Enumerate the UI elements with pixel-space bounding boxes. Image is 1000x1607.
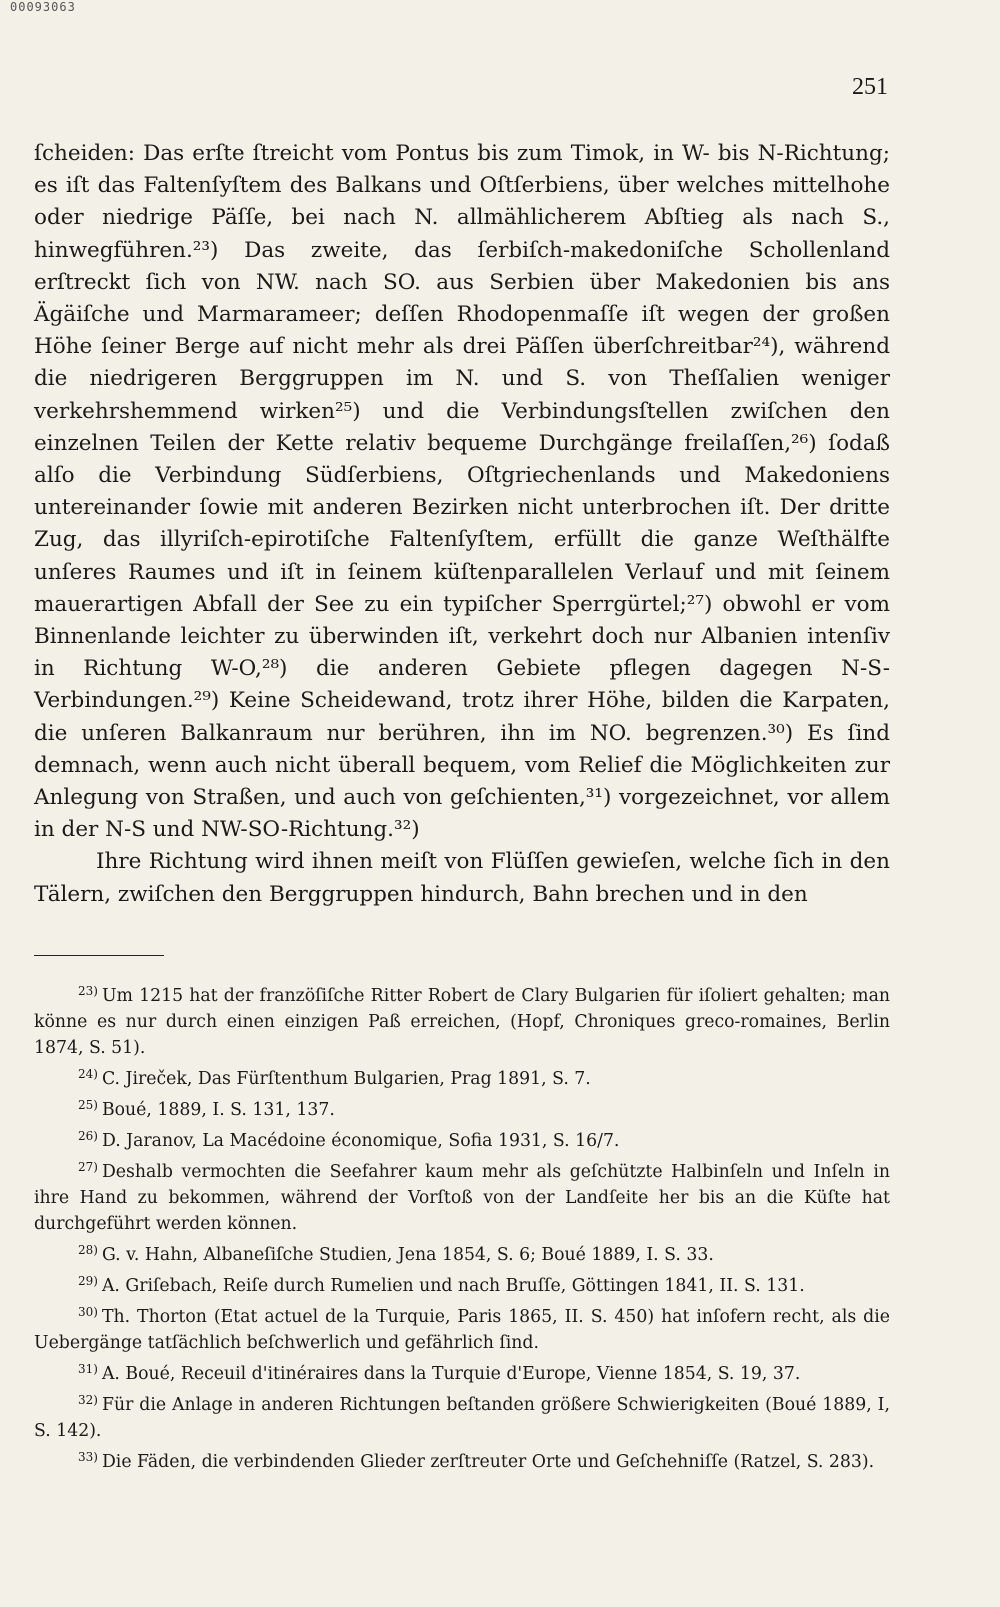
footnote-text: G. v. Hahn, Albaneſiſche Studien, Jena 1854, S. 6; Boué 1889, I. S. 33. bbox=[101, 1245, 714, 1265]
footnote-mark: 33) bbox=[78, 1450, 98, 1464]
footnote-30 bbox=[34, 1299, 890, 1356]
footnote-text: A. Boué, Receuil d'itinéraires dans la Turquie d'Europe, Vienne 1854, S. 19, 37. bbox=[101, 1364, 801, 1384]
footnote-text: Um 1215 hat der franzöſiſche Ritter Robert de Clary Bulgarien für iſoliert gehalten; man könne es nur durch einen einzigen Paß erreichen, (Hopf, Chroniques greco-romaines, Berlin 1874, S. 51). bbox=[34, 986, 890, 1058]
footnote-text: C. Jireček, Das Fürſtenthum Bulgarien, Prag 1891, S. 7. bbox=[101, 1069, 591, 1089]
footnote-25 bbox=[34, 1092, 890, 1123]
footnote-text: Deshalb vermochten die Seefahrer kaum mehr als geſchützte Halbinſeln und Inſeln in ihre Hand zu bekommen, während der Vorſtoß von der Landſeite her bis an die Küſte hat durchgeführt werden können. bbox=[34, 1162, 890, 1234]
body-paragraph-2: Ihre Richtung wird ihnen meiſt von Flüſſen gewieſen, welche ſich in den Tälern, zwiſchen den Berggruppen hindurch, Bahn brechen und in den bbox=[34, 849, 890, 907]
footnotes bbox=[34, 978, 890, 1475]
footnote-32 bbox=[34, 1387, 890, 1444]
footnote-text: Boué, 1889, I. S. 131, 137. bbox=[101, 1100, 335, 1120]
footnote-29 bbox=[34, 1268, 890, 1299]
footnote-text: Th. Thorton (Etat actuel de la Turquie, Paris 1865, II. S. 450) hat inſofern recht, als die Uebergänge tatſächlich beſchwerlich und gefährlich ſind. bbox=[34, 1307, 890, 1353]
footnote-mark: 30) bbox=[78, 1305, 98, 1319]
body-paragraph-1: ſcheiden: Das erſte ſtreicht vom Pontus bis zum Timok, in W- bis N-Richtung; es iſt das Faltenſyſtem des Balkans und Oſtſerbiens, über welches mittelhohe oder niedrige Päſſe, bei nach N. allmählicherem Abſtieg als nach S., hinwegführen.²³) Das zweite, das ſerbiſch-makedoniſche Schollenland erſtreckt ſich von NW. nach SO. aus Serbien über Makedonien bis ans Ägäiſche und Marmarameer; deſſen Rhodopenmaſſe iſt wegen der großen Höhe ſeiner Berge auf nicht mehr als drei Päſſen überſchreitbar²⁴), während die niedrigeren Berggruppen im N. und S. von Theſſalien weniger verkehrshemmend wirken²⁵) und die Verbindungsſtellen zwiſchen den einzelnen Teilen der Kette relativ bequeme Durchgänge freilaſſen,²⁶) ſodaß alſo die Verbindung Südſerbiens, Oſtgriechenlands und Makedoniens untereinander ſowie mit anderen Bezirken nicht unterbrochen iſt. Der dritte Zug, das illyriſch-epirotiſche Faltenſyſtem, erfüllt die ganze Weſthälfte unſeres Raumes und iſt in ſeinem küſtenparallelen Verlauf und mit ſeinem mauerartigen Abfall der See zu ein typiſcher Sperrgürtel;²⁷) obwohl er vom Binnenlande leichter zu überwinden iſt, verkehrt doch nur Albanien intenſiv in Richtung W-O,²⁸) die anderen Gebiete pflegen dagegen N-S-Verbindungen.²⁹) Keine Scheidewand, trotz ihrer Höhe, bilden die Karpaten, die unſeren Balkanraum nur berühren, ihn im NO. begrenzen.³⁰) Es ſind demnach, wenn auch nicht überall bequem, vom Relief die Möglichkeiten zur Anlegung von Straßen, und auch von geſchienten,³¹) vorgezeichnet, vor allem in der N-S und NW-SO-Richtung.³²) bbox=[34, 141, 890, 843]
footnote-mark: 32) bbox=[78, 1393, 98, 1407]
body-text bbox=[34, 138, 890, 911]
footnote-24 bbox=[34, 1061, 890, 1092]
footnote-31 bbox=[34, 1356, 890, 1387]
footnote-mark: 28) bbox=[78, 1243, 98, 1257]
footnote-text: Für die Anlage in anderen Richtungen beſtanden größere Schwierigkeiten (Boué 1889, I, S. 142). bbox=[34, 1395, 890, 1441]
footnote-33 bbox=[34, 1444, 890, 1475]
footnote-mark: 24) bbox=[78, 1067, 98, 1081]
footnote-mark: 29) bbox=[78, 1274, 98, 1288]
footnote-27 bbox=[34, 1154, 890, 1237]
footnote-mark: 27) bbox=[78, 1160, 98, 1174]
footnote-text: D. Jaranov, La Macédoine économique, Sofia 1931, S. 16/7. bbox=[101, 1131, 620, 1151]
footnote-mark: 23) bbox=[78, 984, 98, 998]
footnote-mark: 31) bbox=[78, 1362, 98, 1376]
footnote-mark: 25) bbox=[78, 1098, 98, 1112]
footnote-28 bbox=[34, 1237, 890, 1268]
footnote-text: A. Griſebach, Reiſe durch Rumelien und nach Bruſſe, Göttingen 1841, II. S. 131. bbox=[101, 1276, 805, 1296]
archive-edge-mark: 00093063 bbox=[10, 0, 76, 14]
footnote-23 bbox=[34, 978, 890, 1061]
footnote-mark: 26) bbox=[78, 1129, 98, 1143]
footnote-26 bbox=[34, 1123, 890, 1154]
footnote-separator bbox=[34, 955, 164, 956]
footnote-text: Die Fäden, die verbindenden Glieder zerſtreuter Orte und Geſchehniſſe (Ratzel, S. 283). bbox=[101, 1452, 875, 1472]
page-number: 251 bbox=[852, 74, 888, 100]
